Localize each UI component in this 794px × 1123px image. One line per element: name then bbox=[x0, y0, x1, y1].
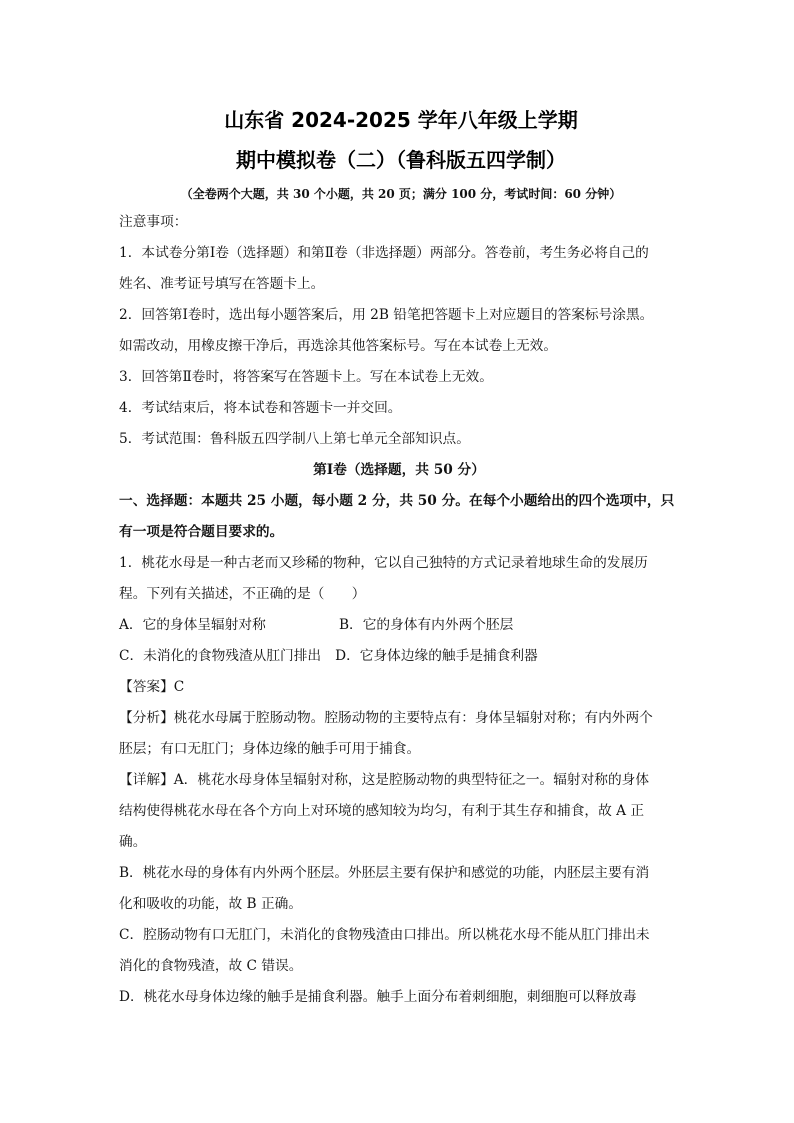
analysis-line: 【分析】桃花水母属于腔肠动物。腔肠动物的主要特点有：身体呈辐射对称；有内外两个 bbox=[119, 710, 653, 726]
notice-item: 4．考试结束后，将本试卷和答题卡一并交回。 bbox=[119, 400, 402, 416]
detail-line: D．桃花水母身体边缘的触手是捕食利器。触手上面分布着刺细胞，刺细胞可以释放毒 bbox=[119, 989, 637, 1005]
detail-line: 化和吸收的功能，故 B 正确。 bbox=[119, 896, 303, 912]
notice-item: 姓名、准考证号填写在答题卡上。 bbox=[119, 276, 325, 292]
exam-title-line2: 期中模拟卷（二）（鲁科版五四学制） bbox=[236, 148, 566, 172]
section-instruction: 有一项是符合题目要求的。 bbox=[119, 524, 284, 540]
detail-line: 结构使得桃花水母在各个方向上对环境的感知较为均匀，有利于其生存和捕食，故 A 正 bbox=[119, 803, 645, 819]
section-instruction: 一、选择题：本题共 25 小题，每小题 2 分，共 50 分。在每个小题给出的四个选项中，只 bbox=[119, 493, 675, 509]
page-content bbox=[119, 104, 679, 1013]
detail-line: 确。 bbox=[119, 834, 147, 850]
exam-info: （全卷两个大题，共 30 个小题，共 20 页；满分 100 分，考试时间：60 分钟） bbox=[180, 187, 622, 201]
notice-heading: 注意事项： bbox=[119, 214, 188, 230]
analysis-line: 胚层；有口无肛门；身体边缘的触手可用于捕食。 bbox=[119, 741, 421, 757]
option-c: C．未消化的食物残渣从肛门排出 bbox=[119, 648, 322, 664]
notice-item: 如需改动，用橡皮擦干净后，再选涂其他答案标号。写在本试卷上无效。 bbox=[119, 338, 558, 354]
option-a: A．它的身体呈辐射对称 bbox=[119, 617, 266, 633]
answer-line: 【答案】C bbox=[119, 679, 185, 695]
option-b: B．它的身体有内外两个胚层 bbox=[339, 617, 514, 633]
notice-item: 2．回答第Ⅰ卷时，选出每小题答案后，用 2B 铅笔把答题卡上对应题目的答案标号涂黑。 bbox=[119, 307, 654, 323]
options-row bbox=[119, 641, 679, 672]
option-d: D．它身体边缘的触手是捕食利器 bbox=[335, 648, 538, 664]
section-heading: 第Ⅰ卷（选择题，共 50 分） bbox=[313, 462, 485, 478]
notice-item: 3．回答第Ⅱ卷时，将答案写在答题卡上。写在本试卷上无效。 bbox=[119, 369, 493, 385]
options-row bbox=[119, 610, 679, 641]
detail-line: B．桃花水母的身体有内外两个胚层。外胚层主要有保护和感觉的功能，内胚层主要有消 bbox=[119, 865, 650, 881]
detail-line: C．腔肠动物有口无肛门，未消化的食物残渣由口排出。所以桃花水母不能从肛门排出未 bbox=[119, 927, 650, 943]
question-stem: 程。下列有关描述，不正确的是（ ） bbox=[119, 586, 366, 602]
question-stem: 1．桃花水母是一种古老而又珍稀的物种，它以自己独特的方式记录着地球生命的发展历 bbox=[119, 555, 648, 571]
notice-item: 1．本试卷分第Ⅰ卷（选择题）和第Ⅱ卷（非选择题）两部分。答卷前，考生务必将自己的 bbox=[119, 245, 649, 261]
exam-title-line1: 山东省 2024-2025 学年八年级上学期 bbox=[224, 108, 578, 132]
notice-item: 5．考试范围：鲁科版五四学制八上第七单元全部知识点。 bbox=[119, 431, 470, 447]
detail-line: 【详解】A．桃花水母身体呈辐射对称，这是腔肠动物的典型特征之一。辐射对称的身体 bbox=[119, 772, 650, 788]
detail-line: 消化的食物残渣，故 C 错误。 bbox=[119, 958, 303, 974]
